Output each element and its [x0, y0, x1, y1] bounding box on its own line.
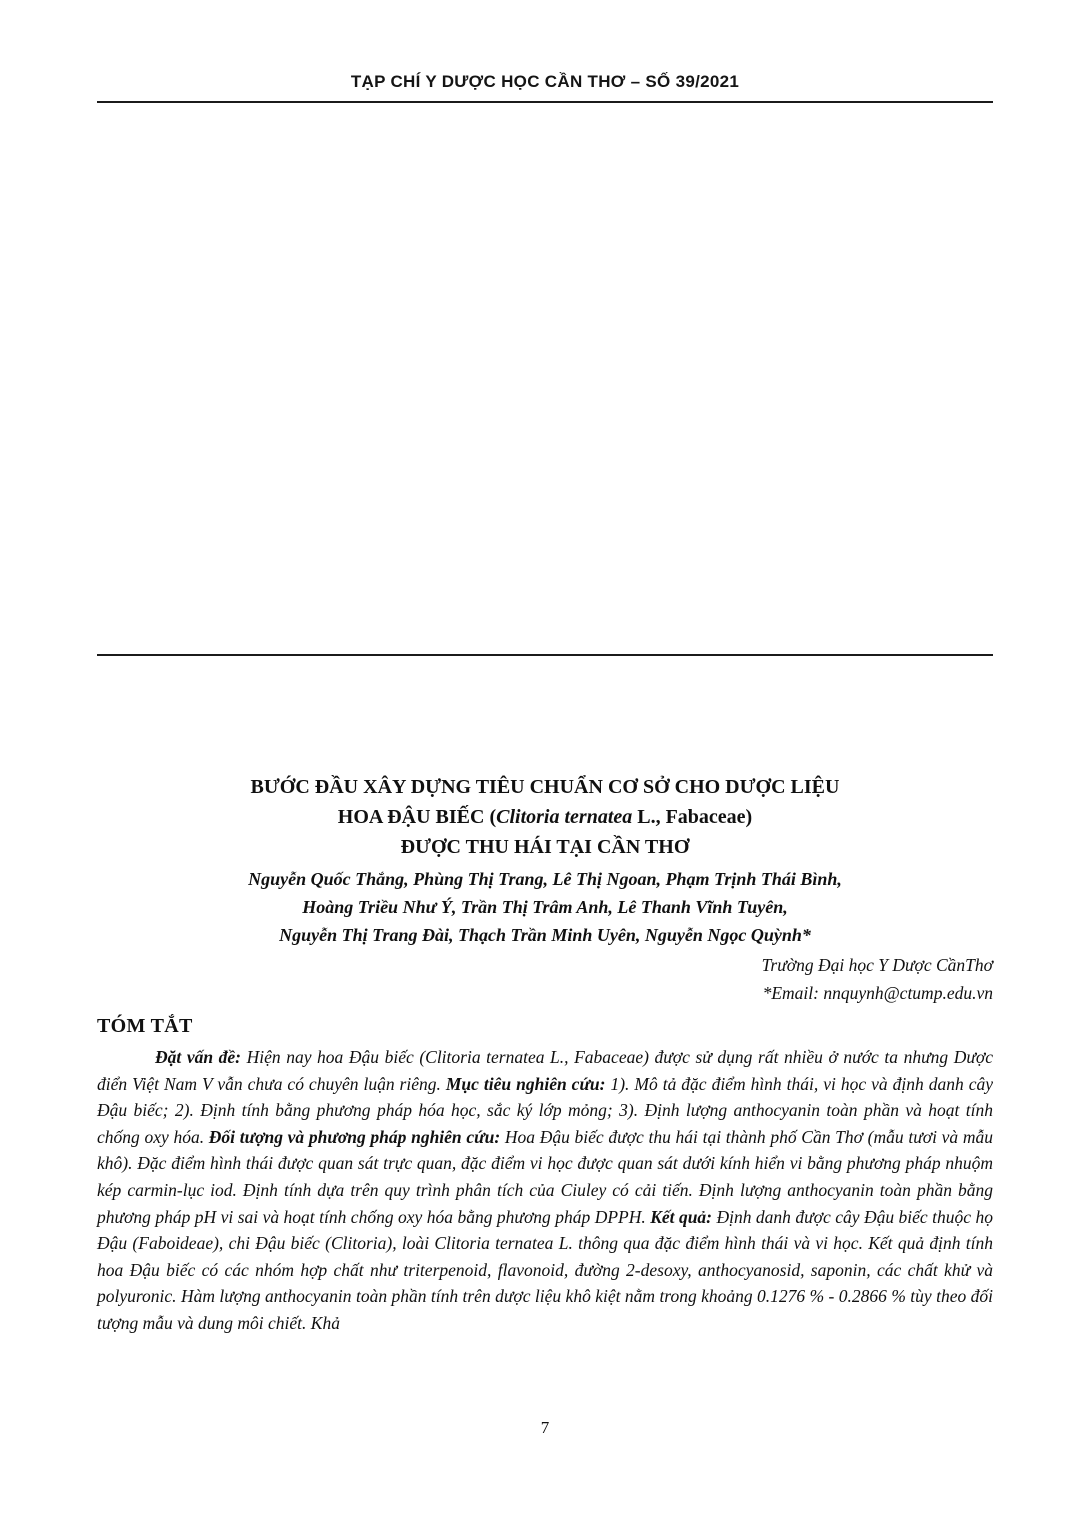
title-line-2-prefix: HOA ĐẬU BIẾC ( — [337, 806, 497, 828]
abstract-lead-dat-van-de: Đặt vấn đề: — [155, 1047, 247, 1067]
page-number: 7 — [540, 1418, 550, 1437]
email: *Email: nnquynh@ctump.edu.vn — [762, 983, 993, 1003]
abstract-lead-doi-tuong: Đối tượng và phương pháp nghiên cứu: — [208, 1126, 505, 1147]
journal-title: TẠP CHÍ Y DƯỢC HỌC CẦN THƠ – SỐ 39/2021 — [350, 72, 740, 91]
authors — [97, 865, 993, 949]
title-line-3: ĐƯỢC THU HÁI TẠI CẦN THƠ — [400, 836, 690, 858]
abstract-lead-ket-qua: Kết quả: — [650, 1206, 717, 1227]
section-divider-rule — [97, 654, 993, 656]
authors-line-2: Hoàng Triều Như Ý, Trần Thị Trâm Anh, Lê Thanh Vĩnh Tuyên, — [302, 897, 788, 917]
abstract-text-objectives: 1). Mô tả đặc điểm hình thái, vi học và định danh cây Đậu biếc; 2). Định tính bằng phương pháp hóa học, sắc ký lớp mỏng; 3). Định lượng anthocyanin toàn phần và hoạt tính chống oxy hóa. — [97, 1073, 993, 1147]
species-name: Clitoria ternatea — [496, 806, 633, 828]
article-title — [97, 772, 993, 862]
abstract-paragraph — [97, 1044, 993, 1337]
authors-line-1: Nguyễn Quốc Thắng, Phùng Thị Trang, Lê Thị Ngoan, Phạm Trịnh Thái Bình, — [248, 869, 842, 889]
title-line-2-suffix: L., Fabaceae) — [632, 806, 753, 828]
running-head — [97, 72, 993, 111]
abstract-heading: TÓM TẮT — [97, 1015, 193, 1037]
abstract-lead-muc-tieu: Mục tiêu nghiên cứu: — [445, 1073, 611, 1094]
title-line-1: BƯỚC ĐẦU XÂY DỰNG TIÊU CHUẨN CƠ SỞ CHO DƯỢC LIỆU — [250, 776, 840, 798]
affiliation: Trường Đại học Y Dược CầnThơ — [761, 955, 993, 975]
abstract-text-background: Hiện nay hoa Đậu biếc (Clitoria ternatea L., Fabaceae) được sử dụng rất nhiều ở nước ta nhưng Dược điển Việt Nam V vẫn chưa có chuyên luận riêng. — [97, 1047, 993, 1094]
abstract-text-methods: Hoa Đậu biếc được thu hái tại thành phố Cần Thơ (mẫu tươi và mẫu khô). Đặc điểm hình thái được quan sát trực quan, đặc điểm vi học được quan sát dưới kính hiển vi bằng phương pháp nhuộm kép carmin-lục iod. Định tính dựa trên quy trình phân tích của Ciuley có cải tiến. Định lượng anthocyanin toàn phần bằng phương pháp pH vi sai và hoạt tính chống oxy hóa bằng phương pháp DPPH. — [97, 1126, 994, 1227]
affiliation-block — [97, 951, 993, 1007]
header-rule — [97, 101, 993, 103]
authors-line-3: Nguyễn Thị Trang Đài, Thạch Trần Minh Uyên, Nguyễn Ngọc Quỳnh* — [279, 925, 811, 945]
article-block — [97, 772, 993, 1337]
abstract-text-results: Định danh được cây Đậu biếc thuộc họ Đậu (Faboideae), chi Đậu biếc (Clitoria), loài Clitoria ternatea L. thông qua đặc điểm hình thái và vi học. Kết quả định tính hoa Đậu biếc có các nhóm hợp chất như triterpenoid, flavonoid, đường 2-desoxy, anthocyanosid, saponin, các chất khử và polyuronic. Hàm lượng anthocyanin toàn phần tính trên dược liệu khô kiệt nằm trong khoảng 0.1276 % - 0.2866 % tùy theo đối tượng mẫu và dung môi chiết. Khả — [97, 1206, 993, 1333]
